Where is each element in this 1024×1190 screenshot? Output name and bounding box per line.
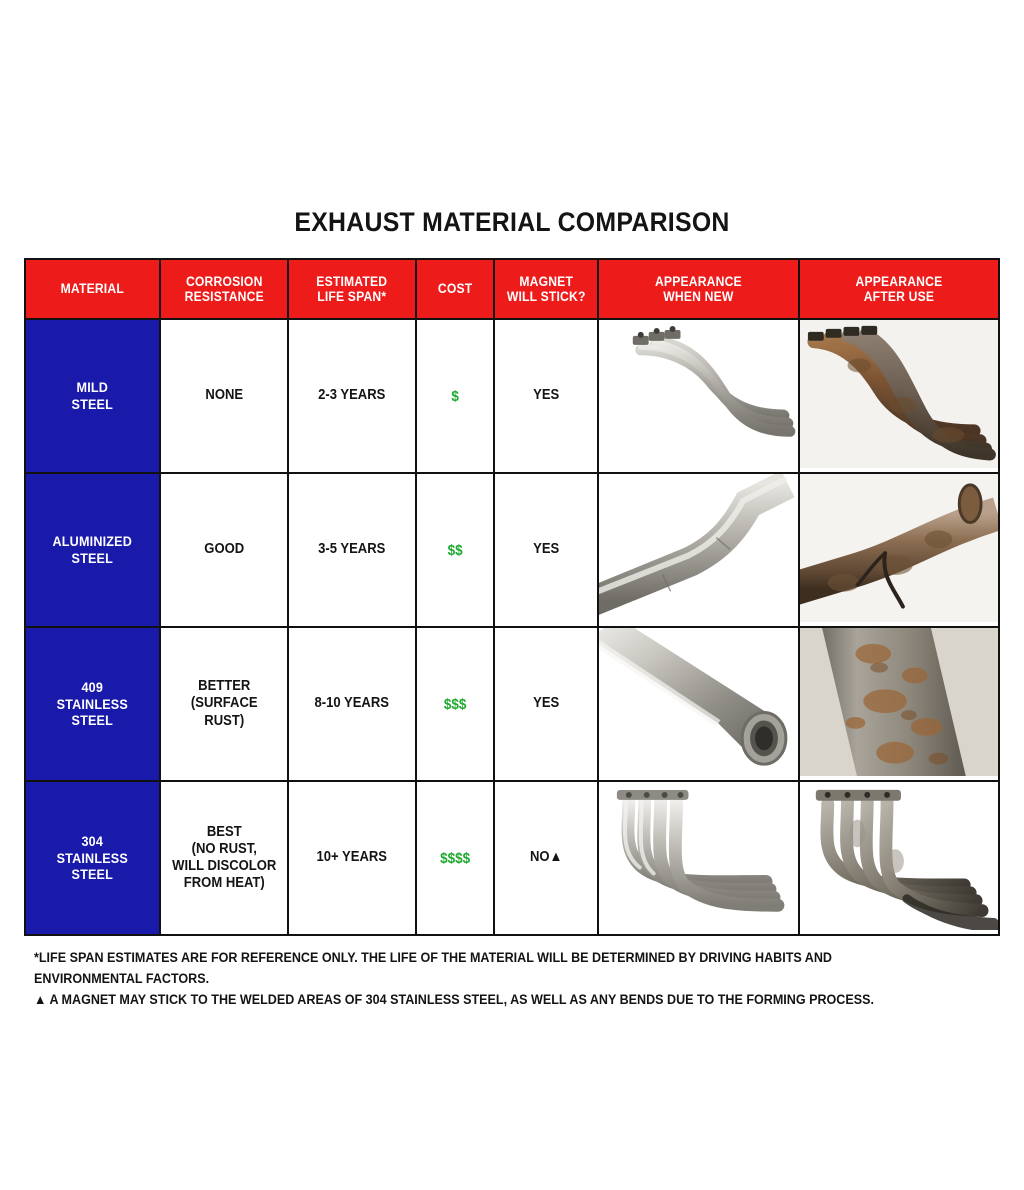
cell-corrosion-resistance [160, 627, 289, 781]
column-header-used-line2: AFTER USE [863, 289, 935, 304]
column-header-used-line1: APPEARANCE [855, 273, 943, 289]
corrosion-line1: BETTER [197, 678, 250, 695]
polished-headers-illustration-icon [599, 782, 798, 931]
corrosion-line3: RUST) [203, 712, 244, 729]
cell-appearance-used [799, 627, 999, 781]
material-line2: STEEL [71, 550, 114, 566]
cost-value: $$$ [443, 695, 466, 713]
column-header-cost [416, 259, 494, 319]
cell-appearance-new [598, 627, 799, 781]
table-row [25, 627, 999, 781]
material-line3: STEEL [71, 866, 114, 883]
table-body [25, 319, 999, 935]
column-header-life-span [288, 259, 416, 319]
column-header-corrosion-line2: RESISTANCE [184, 289, 264, 304]
column-header-corrosion-line1: CORROSION [185, 273, 263, 289]
life-span-value: 10+ YEARS [316, 849, 388, 866]
corrosion-line3: WILL DISCOLOR [171, 858, 276, 874]
column-header-corrosion-resistance [160, 259, 289, 319]
used-409-surface-rust-photo [800, 628, 998, 780]
cell-corrosion-resistance [160, 473, 289, 627]
used-304-heat-discolored-headers-photo [800, 782, 998, 934]
new-mild-steel-headers-photo [599, 320, 798, 472]
new-409-pipe-photo [599, 628, 798, 780]
used-rusted-aluminized-pipe-photo [800, 474, 998, 626]
table-header-row [25, 259, 999, 319]
column-header-magnet [494, 259, 598, 319]
discolored-headers-illustration-icon [800, 782, 998, 930]
life-span-value: 3-5 YEARS [318, 541, 386, 558]
column-header-cost-line1: COST [437, 281, 472, 297]
magnet-value: YES [533, 695, 560, 712]
headers-illustration-icon [599, 320, 798, 469]
cell-appearance-used [799, 473, 999, 627]
cell-material-name [25, 627, 160, 781]
column-header-appearance-used [799, 259, 999, 319]
cell-life-span [288, 319, 416, 473]
cell-appearance-new [598, 781, 799, 935]
cell-appearance-used [799, 781, 999, 935]
material-line2: STEEL [71, 396, 114, 412]
cell-cost [416, 319, 494, 473]
material-line2: STAINLESS [56, 695, 128, 712]
table-row [25, 781, 999, 935]
new-304-headers-photo [599, 782, 798, 934]
surface-rust-pipe-illustration-icon [800, 628, 998, 776]
cell-material-name [25, 473, 160, 627]
cell-appearance-new [598, 319, 799, 473]
cost-value: $$$$ [439, 849, 470, 867]
corrosion-line1: BEST [206, 823, 242, 840]
material-line1: MILD [76, 379, 109, 396]
table-header [25, 259, 999, 319]
column-header-material [25, 259, 160, 319]
cell-magnet [494, 319, 598, 473]
corrosion-line1: GOOD [203, 541, 244, 558]
cell-cost [416, 473, 494, 627]
cell-life-span [288, 473, 416, 627]
cell-material-name [25, 781, 160, 935]
life-span-value: 8-10 YEARS [314, 695, 390, 712]
cell-material-name [25, 319, 160, 473]
corrosion-line2: (SURFACE [190, 695, 258, 712]
table-row [25, 473, 999, 627]
column-header-magnet-line1: MAGNET [519, 273, 573, 289]
table-row [25, 319, 999, 473]
cell-magnet [494, 781, 598, 935]
cost-value: $ [450, 387, 459, 405]
cell-appearance-used [799, 319, 999, 473]
corrosion-line4: FROM HEAT) [183, 875, 265, 892]
polished-pipe-illustration-icon [599, 628, 798, 777]
exhaust-material-comparison-table [24, 258, 1000, 936]
cell-corrosion-resistance [160, 319, 289, 473]
corrosion-line2: (NO RUST, [191, 840, 257, 857]
footnote-magnet: ▲ A MAGNET MAY STICK TO THE WELDED AREAS OF 304 STAINLESS STEEL, AS WELL AS ANY BENDS DUE TO THE FORMING PROCESS. [34, 991, 874, 1007]
cell-magnet [494, 473, 598, 627]
column-header-magnet-line2: WILL STICK? [506, 289, 586, 304]
column-header-appearance-new [598, 259, 799, 319]
material-line3: STEEL [71, 712, 114, 729]
corrosion-line1: NONE [204, 387, 243, 404]
material-line1: 304 [81, 832, 104, 849]
page-title: EXHAUST MATERIAL COMPARISON [294, 207, 730, 237]
footnote-life-span: *LIFE SPAN ESTIMATES ARE FOR REFERENCE ONLY. THE LIFE OF THE MATERIAL WILL BE DETERMINED BY DRIVING HABITS AND ENVIRONMENTAL FACTORS. [34, 950, 832, 986]
cell-magnet [494, 627, 598, 781]
comparison-table-wrapper [24, 258, 1000, 936]
used-rusted-headers-photo [800, 320, 998, 472]
column-header-life-line1: ESTIMATED [316, 273, 388, 289]
magnet-value: YES [533, 387, 560, 404]
magnet-value: NO▲ [529, 849, 563, 866]
material-line2: STAINLESS [56, 849, 128, 866]
rusted-pipe-illustration-icon [800, 474, 998, 622]
cell-corrosion-resistance [160, 781, 289, 935]
magnet-value: YES [533, 541, 560, 558]
cell-cost [416, 781, 494, 935]
cost-value: $$ [447, 541, 463, 559]
footnotes [34, 948, 994, 1011]
material-line1: ALUMINIZED [52, 533, 133, 550]
cell-appearance-new [598, 473, 799, 627]
column-header-life-line2: LIFE SPAN* [317, 289, 387, 304]
material-line1: 409 [81, 678, 104, 695]
bent-pipe-illustration-icon [599, 474, 798, 623]
rusted-headers-illustration-icon [800, 320, 998, 468]
column-header-new-line1: APPEARANCE [655, 273, 743, 289]
column-header-new-line2: WHEN NEW [663, 289, 734, 304]
life-span-value: 2-3 YEARS [318, 387, 386, 404]
column-header-material-line1: MATERIAL [60, 281, 124, 297]
cell-cost [416, 627, 494, 781]
cell-life-span [288, 627, 416, 781]
new-aluminized-pipe-photo [599, 474, 798, 626]
cell-life-span [288, 781, 416, 935]
